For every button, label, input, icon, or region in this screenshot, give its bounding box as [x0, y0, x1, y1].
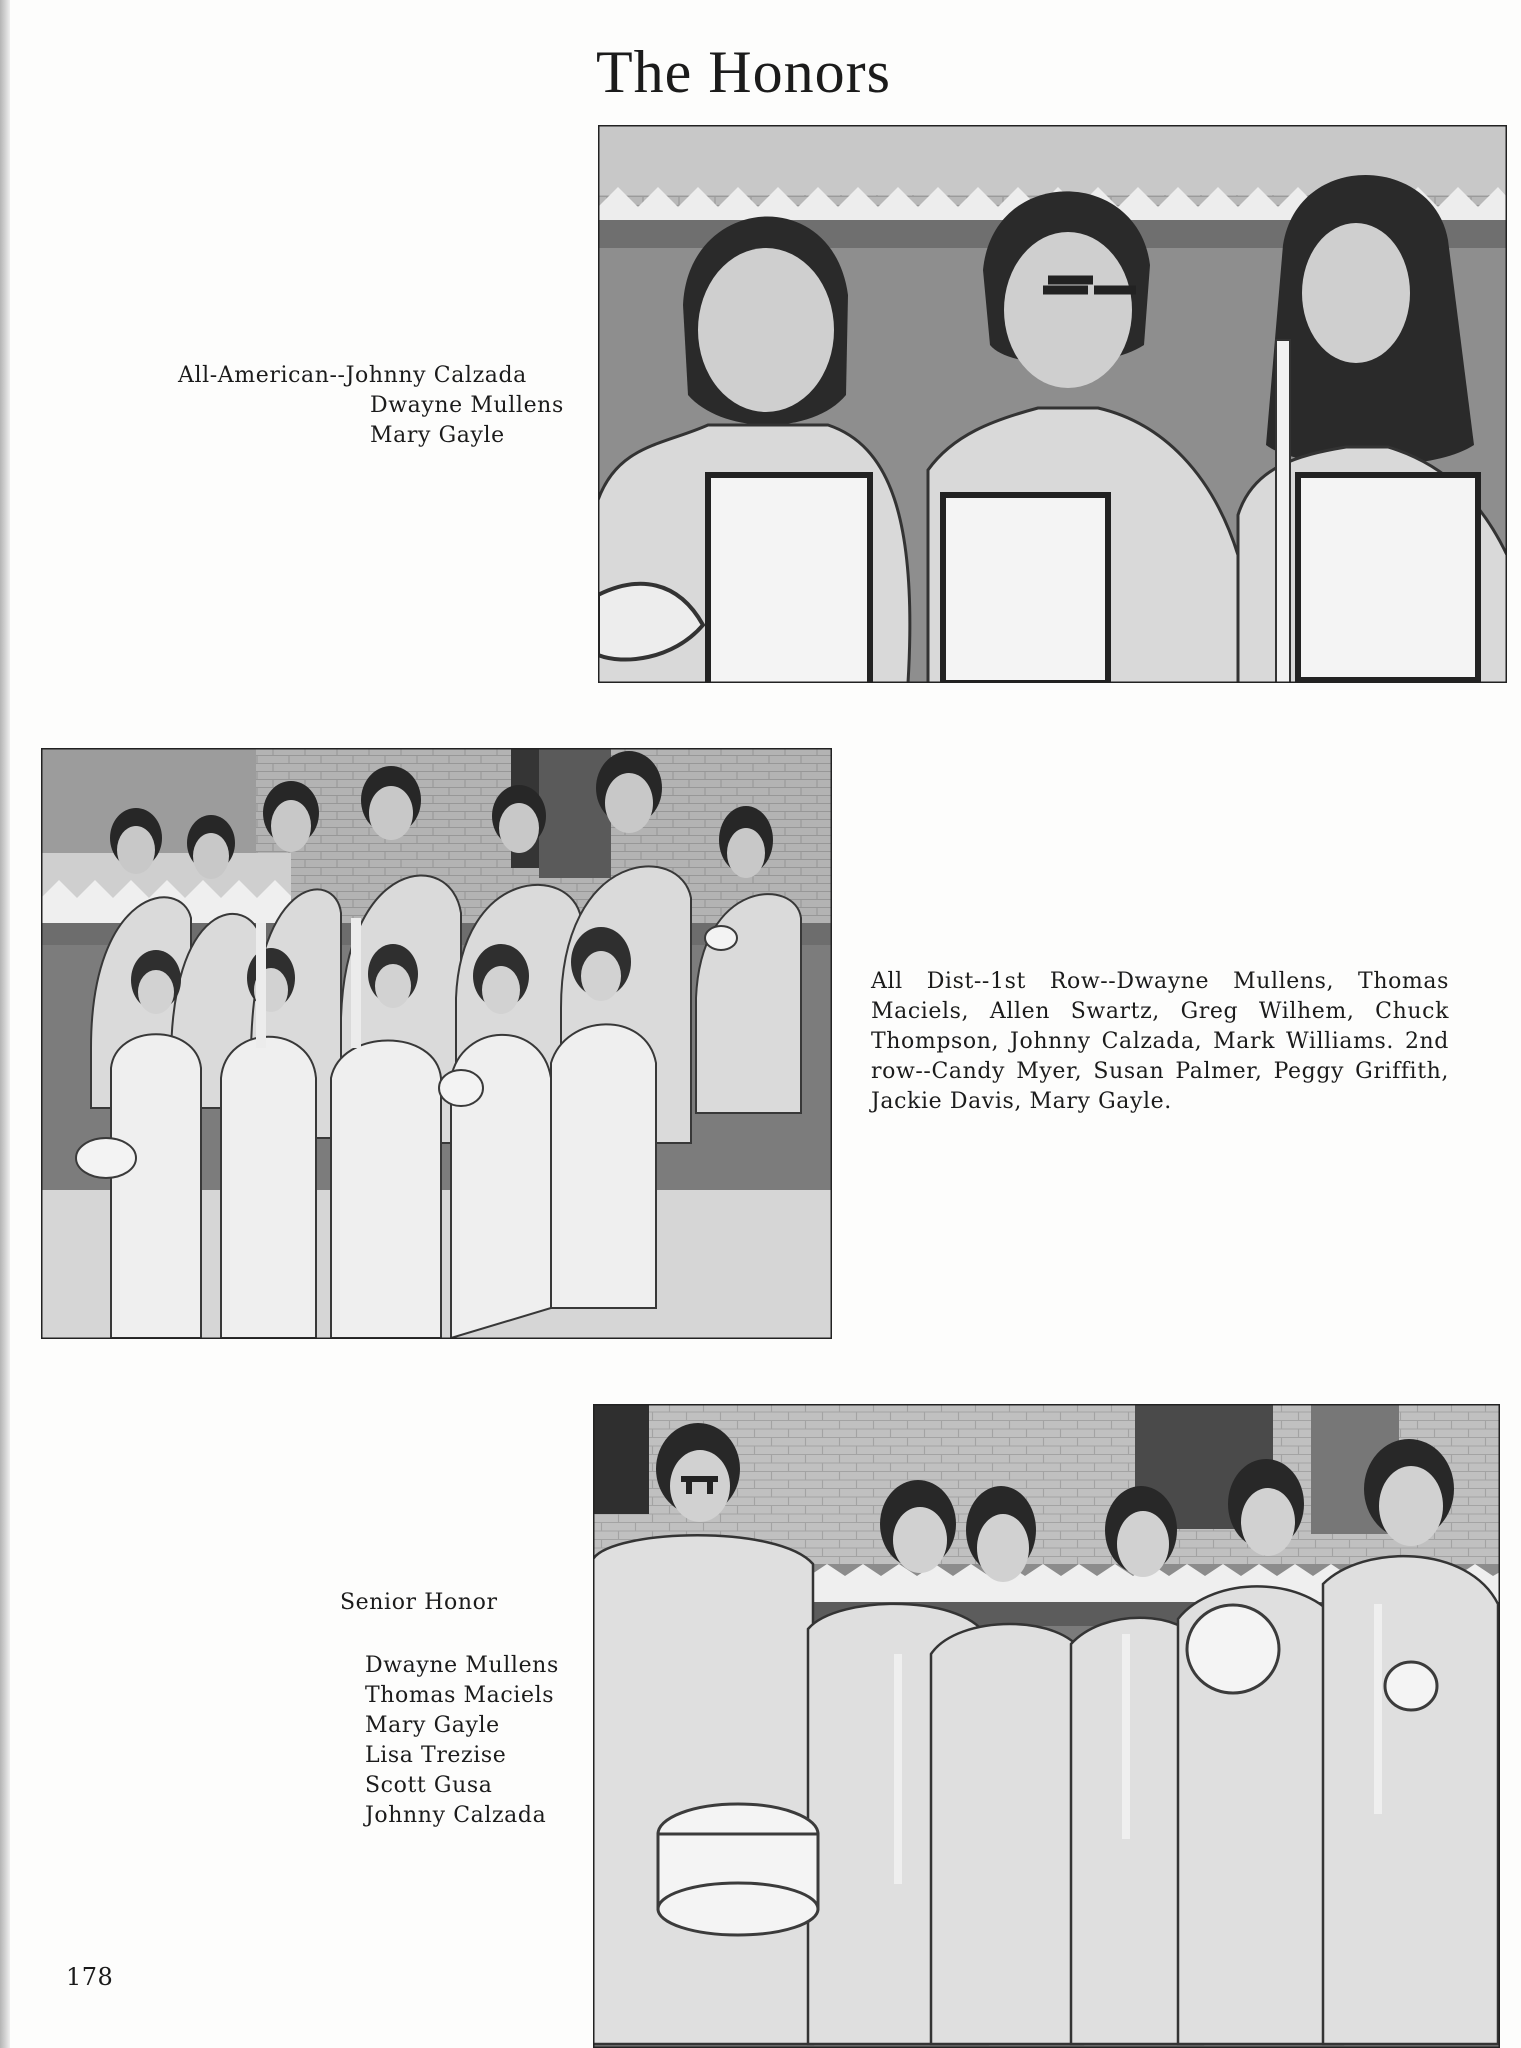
all-american-name: Mary Gayle [370, 423, 505, 448]
senior-honor-name: Johnny Calzada [365, 1803, 547, 1828]
senior-honor-name: Mary Gayle [365, 1713, 500, 1738]
page-number: 178 [66, 1963, 114, 1991]
all-district-caption: All Dist--1st Row--Dwayne Mullens, Thomas Maciels, Allen Swartz, Greg Wilhem, Chuck Thompson, Johnny Calzada, Mark Williams. 2nd row--Candy Myer, Susan Palmer, Peggy Griffith, Jackie Davis, Mary Gayle. [871, 969, 1449, 1114]
senior-honor-name: Lisa Trezise [365, 1743, 507, 1768]
page-edge-shadow [0, 0, 10, 2048]
all-district-photo [41, 748, 832, 1339]
senior-honor-title: Senior Honor [340, 1590, 498, 1615]
all-american-caption [178, 361, 578, 451]
all-american-photo-art [598, 125, 1507, 683]
senior-honor-list [365, 1651, 559, 1831]
senior-honor-photo-art [593, 1404, 1500, 2048]
page-title: The Honors [596, 39, 891, 105]
all-american-line: All-American--Johnny Calzada [178, 363, 527, 388]
senior-honor-name: Scott Gusa [365, 1773, 493, 1798]
all-american-name: Dwayne Mullens [370, 393, 564, 418]
all-district-photo-art [41, 748, 832, 1339]
senior-honor-name: Thomas Maciels [365, 1683, 555, 1708]
senior-honor-photo [593, 1404, 1500, 2048]
senior-honor-name: Dwayne Mullens [365, 1653, 559, 1678]
all-american-photo [598, 125, 1507, 683]
